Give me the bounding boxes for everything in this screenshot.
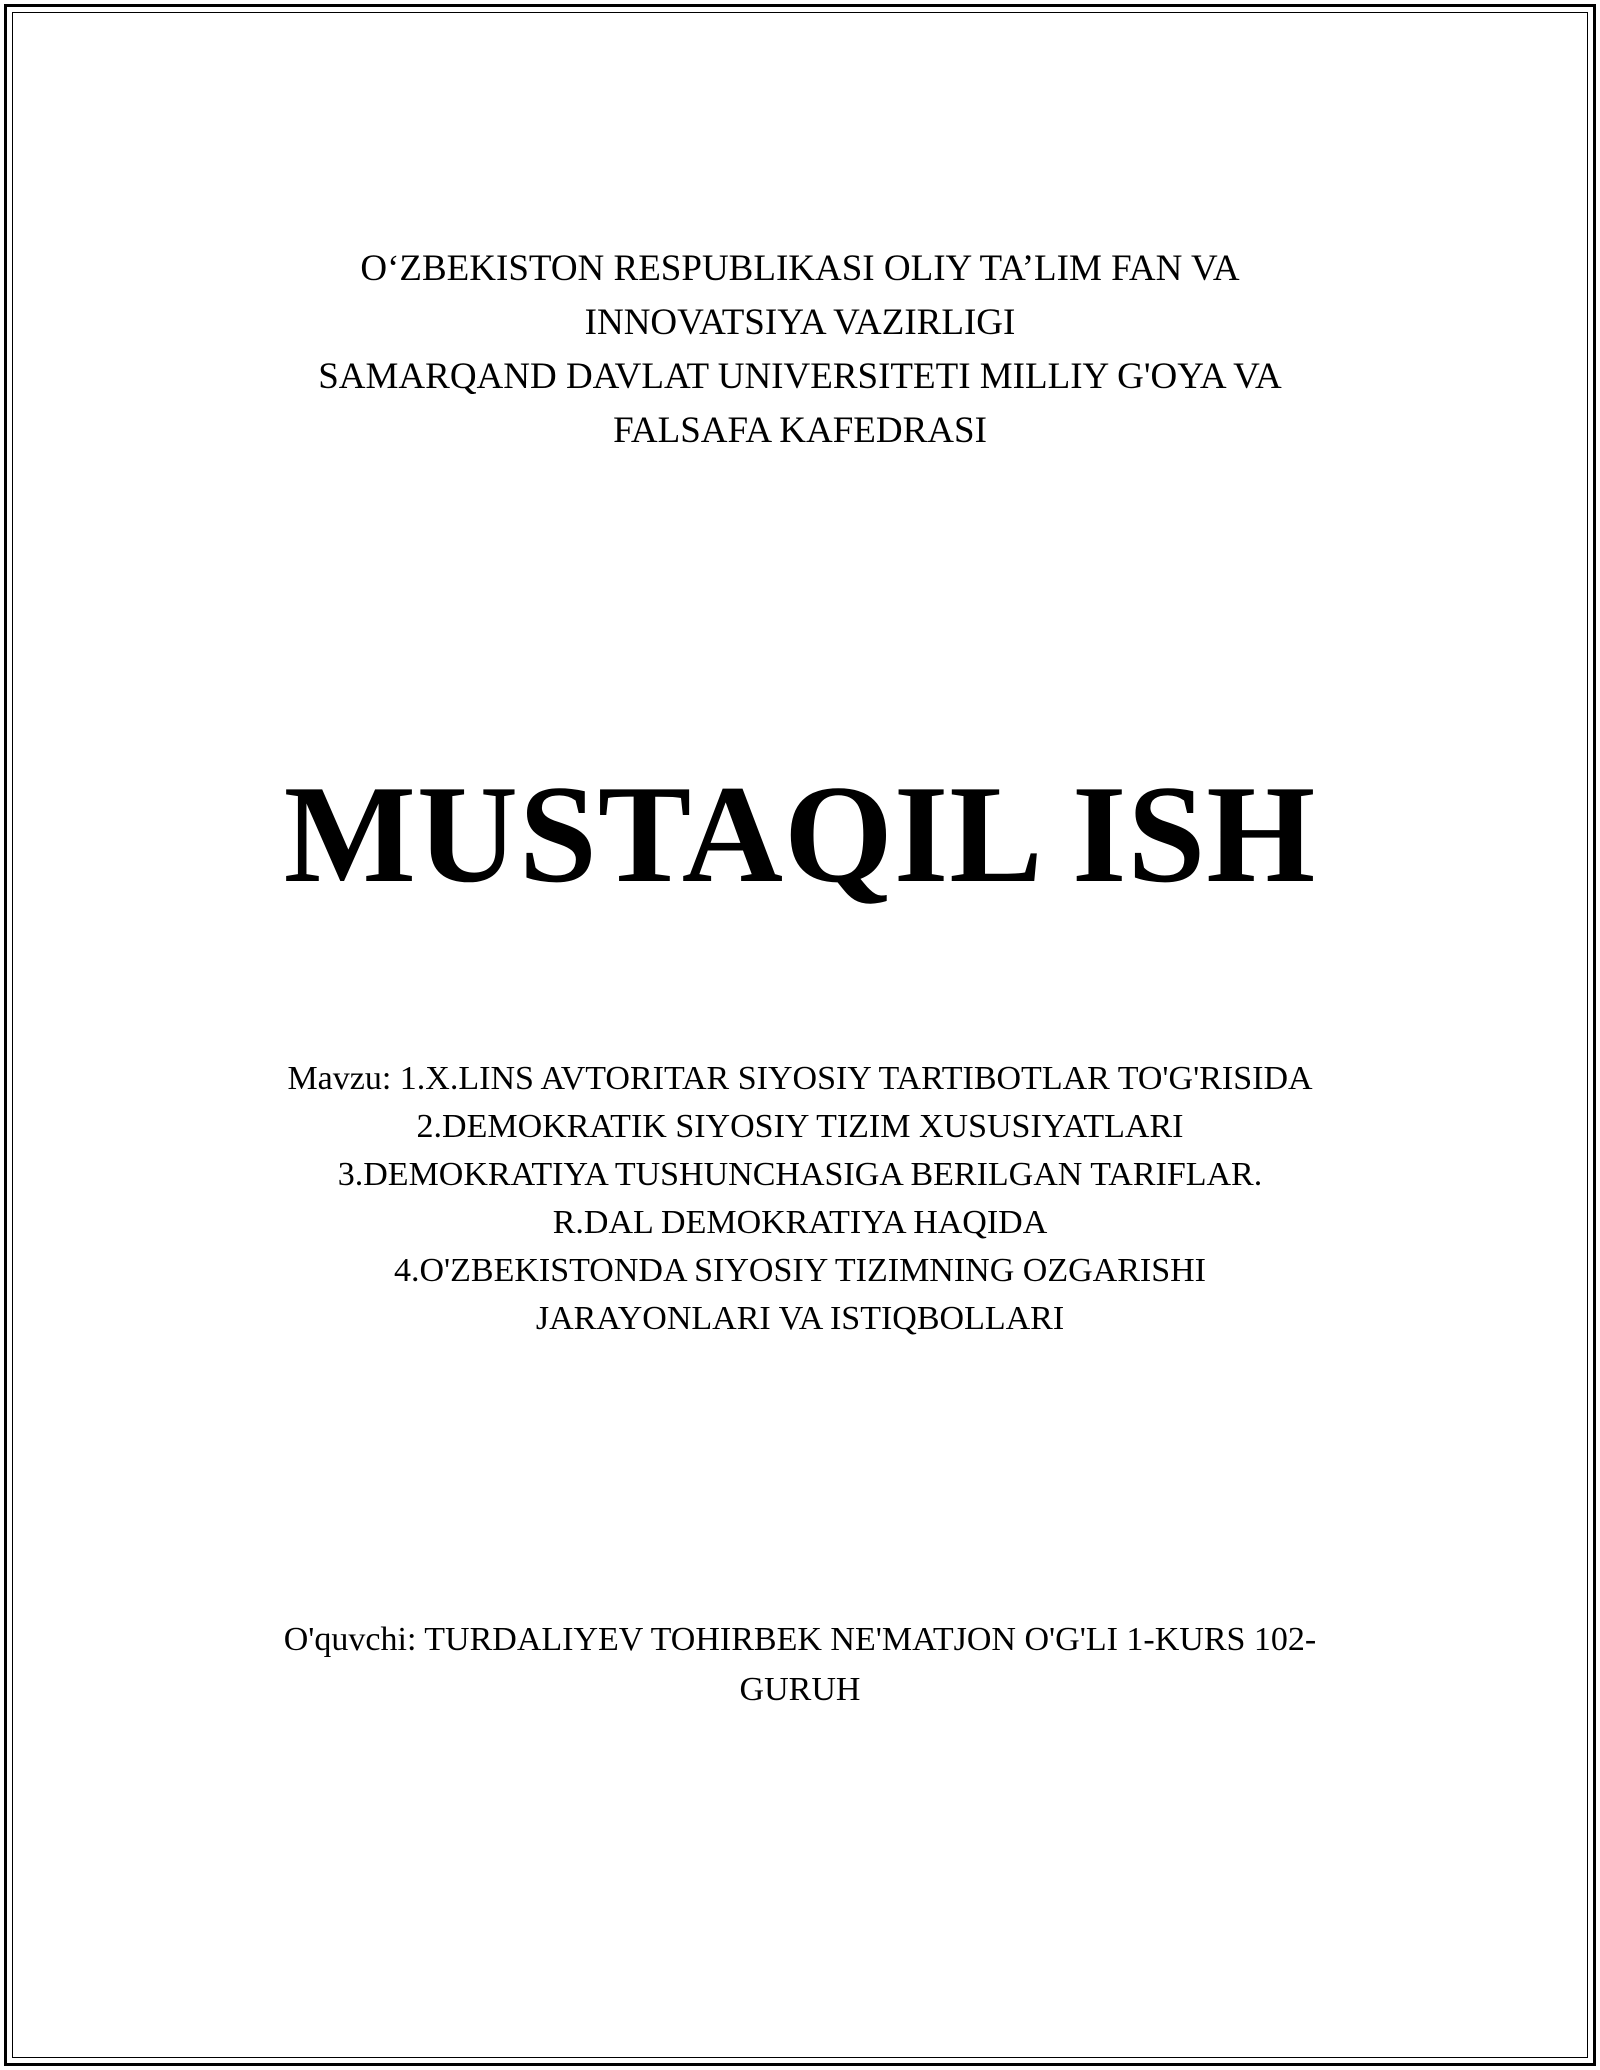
topic-line: 3.DEMOKRATIYA TUSHUNCHASIGA BERILGAN TARIFLAR.	[337, 1156, 1263, 1193]
header-line: INNOVATSIYA VAZIRLIGI	[584, 302, 1016, 343]
student-line: O'quvchi: TURDALIYEV TOHIRBEK NE'MATJON O'G'LI 1-KURS 102-	[283, 1621, 1317, 1658]
topic-line: Mavzu: 1.X.LINS AVTORITAR SIYOSIY TARTIBOTLAR TO'G'RISIDA	[287, 1060, 1313, 1097]
student-info	[120, 1615, 1480, 1715]
topic-line: JARAYONLARI VA ISTIQBOLLARI	[535, 1300, 1065, 1337]
topic-line: 2.DEMOKRATIK SIYOSIY TIZIM XUSUSIYATLARI	[416, 1108, 1184, 1145]
topic-list	[120, 1055, 1480, 1343]
institution-header	[120, 242, 1480, 458]
topic-line: R.DAL DEMOKRATIYA HAQIDA	[552, 1204, 1048, 1241]
header-line: O‘ZBEKISTON RESPUBLIKASI OLIY TA’LIM FAN VA	[360, 248, 1240, 289]
document-title: MUSTAQIL ISH	[283, 757, 1317, 912]
header-line: SAMARQAND DAVLAT UNIVERSITETI MILLIY G'OYA VA	[318, 356, 1282, 397]
student-line: GURUH	[739, 1671, 861, 1708]
header-line: FALSAFA KAFEDRASI	[613, 410, 987, 451]
topic-line: 4.O'ZBEKISTONDA SIYOSIY TIZIMNING OZGARISHI	[393, 1252, 1207, 1289]
